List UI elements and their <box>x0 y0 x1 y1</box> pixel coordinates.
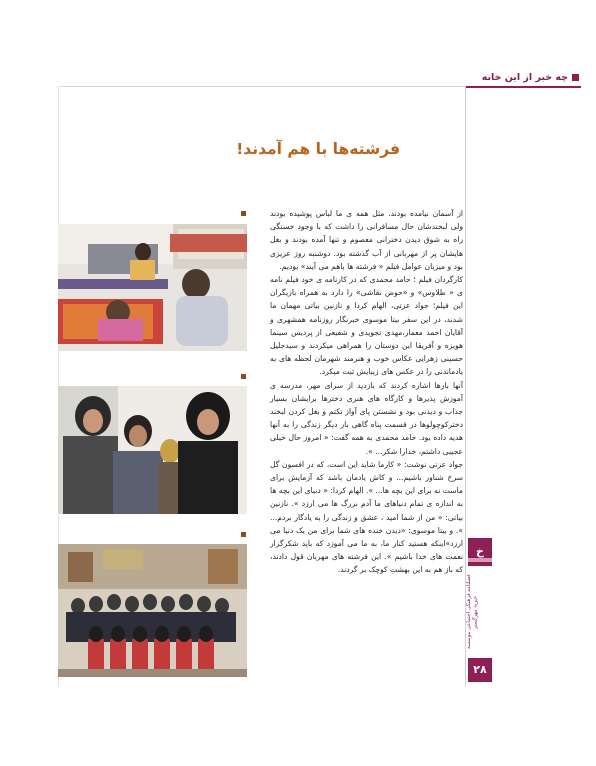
article-paragraph: از آسمان نیامده بودند. مثل همه ی ما لباس پوشیده بودند ولی لبخندشان حال مسافرانی را داشت که با وجود خستگی راه به شوق دیدن دخترانی معصوم و تنها آمده بودند و بغل هایشان پر از مهربانی از آب گذشته بود. دوشنبه روز عزیزی بود و میزبان عوامل فیلم « فرشته ها باهم می آیند» بودیم. <box>270 209 463 271</box>
photo-group-smiling <box>58 386 247 514</box>
photo-bullet-2 <box>241 374 246 379</box>
sidebar-vertical-text: فصلنامه فرهنگی اجتماعی موسسه خیریه مهرگستر <box>466 574 479 650</box>
top-divider <box>60 86 465 87</box>
header-rule <box>465 86 581 88</box>
photo-children-beds-image <box>58 224 247 351</box>
photo-group-portrait-image <box>58 544 247 677</box>
article-title: فرشته‌ها با هم آمدند! <box>236 140 400 158</box>
article-paragraph: آنها بارها اشاره کردند که بازدید از سرای مهر، مدرسه ی آموزش پذیرها و کارگاه های هنری دخترها برایشان بسیار جذاب و دیدنی بود و نشستن پای آواز تکتم و بغل کردن لبخند دخترکوچولوها در قسمت پناه گاهی بار دیگر زندگی را به آنها هدیه داده بود. حامد محمدی به همه گفت: « امروز حال خیلی عجیبی داشتم، خدارا شکر... ». <box>270 380 463 456</box>
magazine-logo-glyph: خ <box>476 545 484 558</box>
section-label: چه خبر از این خانه <box>481 71 568 83</box>
photo-group-portrait <box>58 544 247 677</box>
badge-stripe <box>468 558 492 562</box>
section-square-icon <box>572 74 579 81</box>
article-paragraph: کارگردان فیلم ؛ حامد محمدی که در کارنامه ی خود فیلم نامه ی « طلاوس» و «حوض نقاشی» را دارد به همراه بازیگران این فیلم؛ جواد عزتی، الهام کردا و نازنین بیاتی مهمان ما شدند، در این سفر بیتا موسوی خبرنگار روزنامه همشهری و آقایان احمد معمار،مهدی تجویدی و شفیعی از پردیس سینما هویزه و آفریقا این دوستان را همراهی میکردند و سیدجلیل حسینی زهرایی عکاس خوب و هنرمند شهرمان لحظه های به یادماندنی را در عکس های زیبایش ثبت میکرد. <box>270 275 463 377</box>
photo-group-smiling-image <box>58 386 247 514</box>
page-number: ۲۸ <box>468 658 492 682</box>
photo-bullet-1 <box>241 211 246 216</box>
photo-bullet-3 <box>241 532 246 537</box>
photo-children-beds <box>58 224 247 351</box>
section-header <box>467 70 579 84</box>
article-body <box>270 207 463 685</box>
article-paragraph: جواد عزتی نوشت: « کارما شاید این است، که در افسون گل سرخ شناور باشیم... و کاش یادمان باشد که آزمایش برای ماست نه برای این بچه ها... ». الهام کردا: « دنیای این بچه ها به اندازه ی تمام دنیاهای ما آدم بزرگ ها می ارزد ». نازنین بیاتی: « من از شما امید ، عشق و زندگی را به یادگار بردم... ». و بیتا موسوی: «دیدن خنده های شما برای من یک دنیا می ارزد»اینکه هستید کنار ما، به ما می آموزد که باید شکرگزار نعمت های خدا باشیم ». این فرشته های مهربان قول دادند، که باز هم به این بهشتِ کوچک بر گردند. <box>270 459 463 575</box>
magazine-logo-badge <box>468 538 492 566</box>
